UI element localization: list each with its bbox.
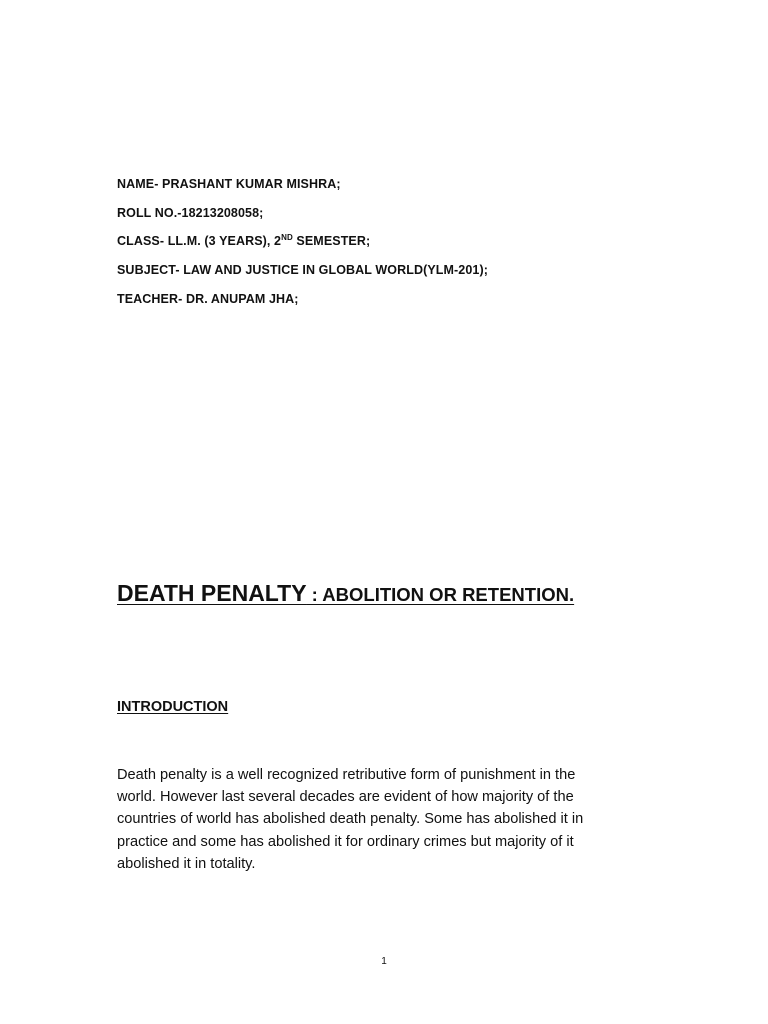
teacher-line: TEACHER- DR. ANUPAM JHA;	[117, 292, 299, 306]
paragraph-line: practice and some has abolished it for ordinary crimes but majority of it	[117, 833, 574, 850]
paragraph-line: countries of world has abolished death penalty. Some has abolished it in	[117, 811, 584, 828]
title-sub: : ABOLITION OR RETENTION.	[306, 584, 575, 605]
paragraph-line: Death penalty is a well recognized retributive form of punishment in the	[117, 767, 576, 783]
class-prefix: CLASS- LL.M. (3 YEARS), 2	[117, 234, 282, 248]
subject-line: SUBJECT- LAW AND JUSTICE IN GLOBAL WORLD(YLM-201);	[117, 263, 488, 277]
class-superscript: ND	[281, 233, 293, 242]
paragraph-line: abolished it in totality.	[117, 855, 256, 872]
title-main: DEATH PENALTY	[117, 580, 307, 606]
paragraph-line: world. However last several decades are evident of how majority of the	[117, 789, 574, 806]
document-title	[117, 580, 574, 607]
class-line	[117, 234, 370, 248]
page-number: 1	[381, 956, 387, 967]
student-name: NAME- PRASHANT KUMAR MISHRA;	[117, 177, 341, 191]
intro-paragraph	[117, 764, 657, 875]
section-heading: INTRODUCTION	[117, 699, 229, 715]
class-suffix: SEMESTER;	[292, 234, 371, 248]
roll-number: ROLL NO.-18213208058;	[117, 206, 264, 220]
